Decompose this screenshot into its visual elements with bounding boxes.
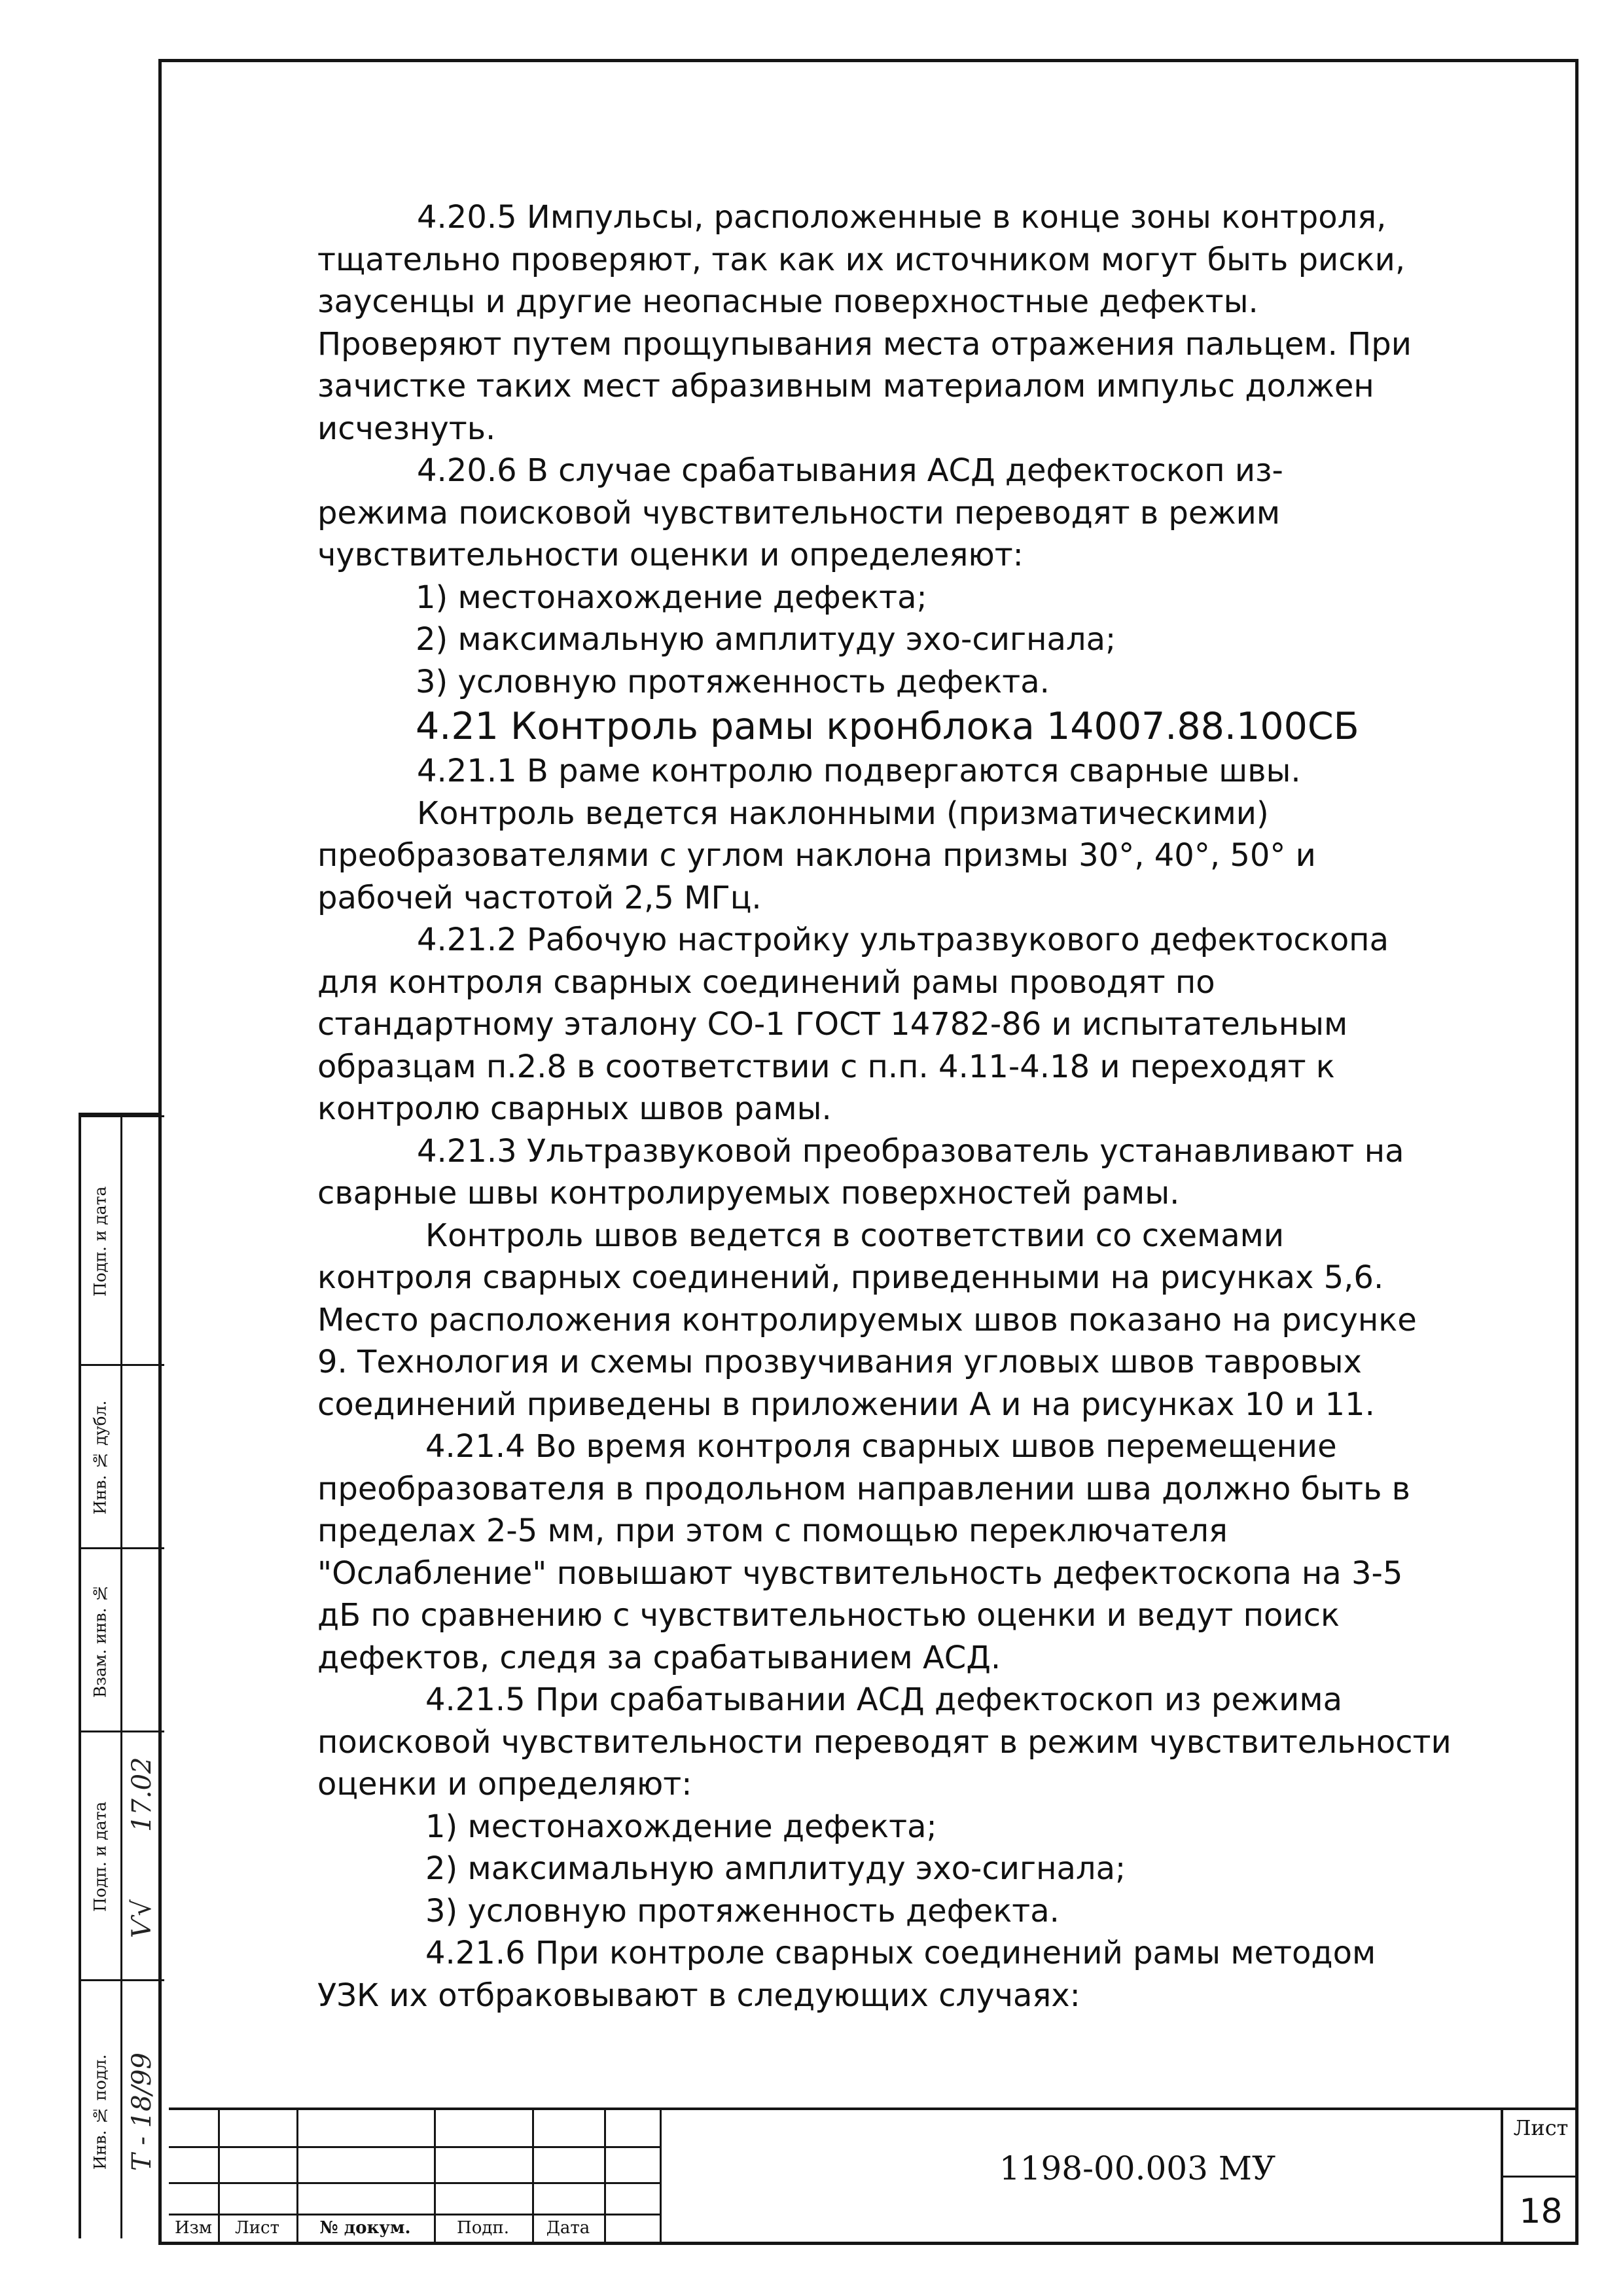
para-line: Контроль ведется наклонными (призматическими): [417, 795, 1269, 832]
stamp-label-vzam-inv: Взам. инв. №: [90, 1583, 110, 1698]
para-line: Контроль швов ведется в соответствии со схемами: [425, 1217, 1285, 1254]
para-line: исчезнуть.: [317, 410, 496, 447]
sheet-label: Лист: [1513, 2115, 1569, 2140]
list-item: 3) условную протяженность дефекта.: [425, 1892, 1060, 1929]
document-code: 1198-00.003 МУ: [999, 2149, 1276, 2187]
para-4-20-6: 4.20.6 В случае срабатывания АСД дефектоскоп из-: [417, 452, 1283, 489]
para-4-21-4: 4.21.4 Во время контроля сварных швов перемещение: [425, 1428, 1337, 1465]
para-line: тщательно проверяют, так как их источником могут быть риски,: [317, 241, 1406, 278]
col-izm: Изм: [174, 2218, 213, 2238]
para-line: стандартному эталону СО-1 ГОСТ 14782-86 и испытательным: [317, 1006, 1348, 1043]
col-data: Дата: [546, 2218, 590, 2238]
stamp-cell: [81, 1547, 164, 1731]
grid-line: [604, 2110, 606, 2242]
stamp-label-inv-dubl: Инв. № дубл.: [90, 1400, 110, 1515]
para-line: зачистке таких мест абразивным материалом импульс должен: [317, 368, 1374, 404]
para-4-21-2: 4.21.2 Рабочую настройку ультразвукового дефектоскопа: [417, 922, 1389, 958]
stamp-cell: [81, 1979, 164, 2241]
para-line: УЗК их отбраковывают в следующих случаях:: [317, 1977, 1080, 2014]
para-4-21-6: 4.21.6 При контроле сварных соединений рамы методом: [425, 1935, 1376, 1971]
handwritten-date: 17.02: [127, 1757, 157, 1833]
para-line: сварные швы контролируемых поверхностей рамы.: [317, 1175, 1180, 1211]
para-line: режима поисковой чувствительности переводят в режим: [317, 494, 1281, 531]
handwritten-inv-number: Т - 18/99: [127, 2053, 157, 2172]
col-podp: Подп.: [457, 2218, 509, 2238]
grid-line: [660, 2110, 662, 2242]
para-line: контроля сварных соединений, приведенными на рисунках 5,6.: [317, 1259, 1384, 1296]
para-4-21-1: 4.21.1 В раме контролю подвергаются сварные швы.: [417, 753, 1301, 789]
stamp-cell: [81, 1364, 164, 1547]
para-4-21-5: 4.21.5 При срабатывании АСД дефектоскоп из режима: [425, 1681, 1342, 1718]
title-block-grid: [169, 2110, 660, 2242]
sheet-number: 18: [1503, 2176, 1578, 2231]
para-line: Проверяют путем прощупывания места отражения пальцем. При: [317, 325, 1412, 363]
para-line: 9. Технология и схемы прозвучивания угловых швов тавровых: [317, 1344, 1362, 1380]
para-line: контролю сварных швов рамы.: [317, 1090, 832, 1127]
handwritten-signature: Ѵ√: [127, 1899, 157, 1939]
stamp-label-inv-podl: Инв. № подл.: [90, 2054, 110, 2170]
list-item: 1) местонахождение дефекта;: [416, 579, 927, 616]
list-item: 2) максимальную амплитуду эхо-сигнала;: [416, 621, 1116, 658]
col-list: Лист: [235, 2218, 279, 2238]
stamp-label-podp-data: Подп. и дата: [90, 1186, 110, 1297]
para-line: образцам п.2.8 в соответствии с п.п. 4.11-4.18 и переходят к: [317, 1048, 1335, 1085]
grid-line: [169, 2182, 660, 2184]
para-line: заусенцы и другие неопасные поверхностные дефекты.: [317, 283, 1258, 320]
side-stamp: [79, 1113, 162, 2238]
para-line: преобразователями с углом наклона призмы 30°, 40°, 50° и: [317, 837, 1316, 874]
para-line: оценки и определяют:: [317, 1766, 692, 1803]
grid-line: [169, 2146, 660, 2148]
para-line: пределах 2-5 мм, при этом с помощью переключателя: [317, 1513, 1228, 1549]
para-line: "Ослабление" повышают чувствительность дефектоскопа на 3-5: [317, 1554, 1403, 1592]
stamp-label-podp-data: Подп. и дата: [90, 1801, 110, 1912]
para-line: рабочей частотой 2,5 МГц.: [317, 879, 762, 916]
list-item: 1) местонахождение дефекта;: [425, 1808, 937, 1845]
para-line: дефектов, следя за срабатыванием АСД.: [317, 1639, 1001, 1676]
section-heading: 4.21 Контроль рамы кронблока 14007.88.100СБ: [416, 705, 1359, 748]
para-line: Место расположения контролируемых швов показано на рисунке: [317, 1301, 1417, 1338]
para-4-21-3: 4.21.3 Ультразвуковой преобразователь устанавливают на: [417, 1132, 1404, 1170]
para-line: поисковой чувствительности переводят в режим чувствительности: [317, 1723, 1452, 1761]
list-item: 2) максимальную амплитуду эхо-сигнала;: [425, 1850, 1126, 1887]
para-line: дБ по сравнению с чувствительностью оценки и ведут поиск: [317, 1597, 1340, 1634]
para-line: соединений приведены в приложении А и на рисунках 10 и 11.: [317, 1386, 1375, 1423]
body-text: [317, 196, 1515, 2017]
col-dokum: № докум.: [319, 2218, 411, 2238]
list-item: 3) условную протяженность дефекта.: [416, 663, 1050, 700]
para-line: для контроля сварных соединений рамы проводят по: [317, 963, 1215, 1001]
stamp-cell: [81, 1115, 164, 1364]
sheet-box: [1501, 2110, 1578, 2244]
para-line: чувствительности оценки и определеяют:: [317, 537, 1024, 573]
para-4-20-5: 4.20.5 Импульсы, расположенные в конце зоны контроля,: [417, 199, 1387, 236]
title-block: [169, 2108, 1576, 2242]
stamp-cell: [81, 1731, 164, 1979]
para-line: преобразователя в продольном направлении шва должно быть в: [317, 1470, 1410, 1507]
